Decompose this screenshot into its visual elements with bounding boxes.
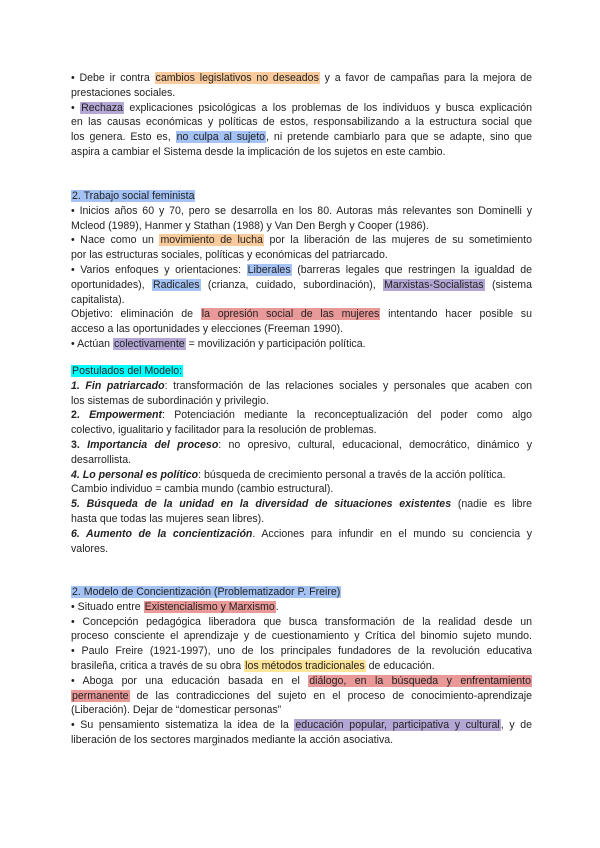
text-line [71,233,532,248]
text-line [71,408,532,423]
text-line [71,659,532,674]
highlighted-text: permanente [72,689,129,702]
highlighted-text: los métodos tradicionales [245,659,365,672]
text-span: los genera. Esto es, [71,131,176,144]
text-line [71,497,532,512]
text-span: = movilización y participación política. [185,337,366,350]
highlighted-text: educación popular, participativa y cultural [295,719,500,732]
highlighted-text: la opresión social de las mujeres [201,308,380,321]
text-span: • Su pensamiento sistematiza la idea de la [71,719,295,732]
highlighted-text: Radicales [152,278,200,291]
text-span: por las estructuras sociales, políticas y económicas del patriarcado. [71,249,388,262]
text-line [71,527,532,542]
text-line [71,307,532,322]
section-heading [71,189,532,204]
text-line [71,512,532,527]
text-span: Objetivo: eliminación de [71,308,201,321]
emphasized-text: 1. Fin patriarcado [71,379,165,392]
emphasized-text: 3. [71,438,88,451]
text-line [71,115,532,130]
text-line [71,379,532,394]
text-span: • Paulo Freire (1921-1997), uno de los principales fundadores de la revolución educativa [71,645,532,658]
highlighted-text: 2. Trabajo social feminista [72,190,195,202]
highlighted-text: movimiento de lucha [160,234,263,247]
text-line [71,145,532,160]
text-span: • Nace como un [71,234,160,247]
text-line [71,293,532,308]
text-span: • Varios enfoques y orientaciones: [71,263,247,276]
emphasized-text: Importancia del proceso [87,438,219,451]
text-line [71,600,532,615]
text-line [71,689,532,704]
text-span: . [275,600,279,613]
text-line [71,263,532,278]
text-span: • Concepción pedagógica liberadora que busca transformación de la realidad desde un [71,615,532,628]
text-line [71,204,532,219]
text-span: , y de [500,719,532,732]
text-line [71,542,532,557]
emphasized-text: Empowerment [89,409,163,422]
text-span: Mcleod (1989), Hanmer y Stathan (1988) y Van Den Bergh y Cooper (1986). [71,219,429,232]
text-line [71,423,532,438]
section-heading [71,364,532,379]
text-span: liberación de los sectores marginados mediante la acción asociativa. [71,733,394,746]
text-line [71,453,532,468]
highlighted-text: Rechaza [81,101,123,114]
text-span: de las contradicciones del sujeto en el proceso de conocimiento-aprendizaje [129,689,532,702]
section-freire-model [71,585,532,748]
text-span: prestaciones sociales. [71,86,176,99]
text-line [71,703,532,718]
text-span: en las causas económicas y políticas de estos, responsabilizando a la estructura social que [71,116,532,129]
emphasized-text: 5. Búsqueda de la unidad en la diversidad de situaciones existentes [71,498,452,511]
text-span: : búsqueda de crecimiento personal a través de la acción política. [198,468,506,481]
text-span: de educación. [365,659,435,672]
heading-line [71,364,532,379]
heading-line [71,585,532,600]
text-span: valores. [71,542,109,555]
text-span: (Liberación). Dejar de “domesticar personas” [71,704,282,717]
text-span: Cambio individuo = cambia mundo (cambio estructural). [71,483,334,496]
text-line [71,438,532,453]
text-line [71,674,532,689]
text-span: : transformación de las relaciones sociales y personales que acaben con [164,379,532,392]
text-line [71,733,532,748]
text-line [71,219,532,234]
heading-line [71,189,532,204]
text-span: intentando hacer posible su [380,308,532,321]
text-span: , ni pretende cambiarlo para que se adapte, sino que [266,131,532,144]
text-span: • Inicios años 60 y 70, pero se desarrolla en los 80. Autoras más relevantes son Dominelli y [71,204,532,217]
text-span: aspira a cambiar el Sistema desde la implicación de los sujetos en este cambio. [71,145,446,158]
text-span: desarrollista. [71,453,132,466]
text-span: y a favor de campañas para la mejora de [319,72,532,84]
section-feminist-social-work [71,189,532,352]
text-span: por la liberación de las mujeres de su sometimiento [263,234,532,247]
highlighted-text: Existencialismo y Marxismo [144,600,275,613]
text-span: proceso consciente el aprendizaje y de cuestionamiento y Crítica del binomio sujeto mundo. [71,630,532,643]
section-model-postulates [71,364,532,556]
text-span: • Situado entre [71,600,144,613]
text-line [71,86,532,101]
text-span: • Actúan [71,337,113,350]
text-span: los sistemas de subordinación y privilegio. [71,394,269,407]
highlighted-text: Liberales [247,263,291,276]
highlighted-text: Marxistas-Socialistas [384,278,484,291]
text-span: (nadie es libre [451,498,532,511]
text-span: explicaciones psicológicas a los problemas de los individuos y busca explicación [123,101,533,114]
text-line [71,644,532,659]
text-span: • [71,101,81,114]
emphasized-text: 2. [71,409,90,422]
highlighted-text: colectivamente [114,337,185,350]
text-line [71,71,532,86]
text-span: • Debe ir contra [71,72,155,84]
highlighted-text: 2. Modelo de Concientización (Problematizador P. Freire) [72,586,341,598]
text-line [71,337,532,352]
text-span: . Acciones para infundir en el mundo su conciencia y [252,527,532,540]
highlighted-text: cambios legislativos no deseados [155,72,319,84]
text-span: oportunidades), [71,278,152,291]
text-line [71,394,532,409]
section-heading [71,585,532,600]
section-postulates-body [71,379,532,557]
text-span: : no opresivo, cultural, educacional, democrático, dinámico y [218,438,533,451]
section-feminist-body [71,204,532,352]
section-intro [71,71,532,160]
text-line [71,278,532,293]
text-span: capitalista). [71,293,125,306]
text-span: (crianza, cuidado, subordinación), [200,278,384,291]
highlighted-text: Postulados del Modelo: [72,365,183,377]
text-span: brasileña, critica a través de su obra [71,659,245,672]
text-span: • Aboga por una educación basada en el [71,674,309,687]
emphasized-text: 6. Aumento de la concientización [71,527,253,540]
text-line [71,615,532,630]
text-span: acceso a las oportunidades y elecciones (Freeman 1990). [71,323,344,336]
text-line [71,629,532,644]
highlighted-text: no culpa al sujeto [176,131,266,144]
text-span: (barreras legales que restringen la igualdad de [291,263,532,276]
text-line [71,482,532,497]
text-span: : Potenciación mediante la reconceptualización del poder como algo [162,409,533,422]
text-span: hasta que todas las mujeres sean libres). [71,512,265,525]
text-span: (sistema [484,278,532,291]
text-line [71,101,532,116]
emphasized-text: 4. Lo personal es político [71,468,199,481]
section-intro-body [71,71,532,160]
section-freire-body [71,600,532,748]
text-line [71,718,532,733]
text-line [71,468,532,483]
text-line [71,130,532,145]
text-line [71,248,532,263]
text-line [71,322,532,337]
text-span: colectivo, igualitario y facilitador para la resolución de problemas. [71,424,377,437]
highlighted-text: diálogo, en la búsqueda y enfrentamiento [309,674,531,687]
